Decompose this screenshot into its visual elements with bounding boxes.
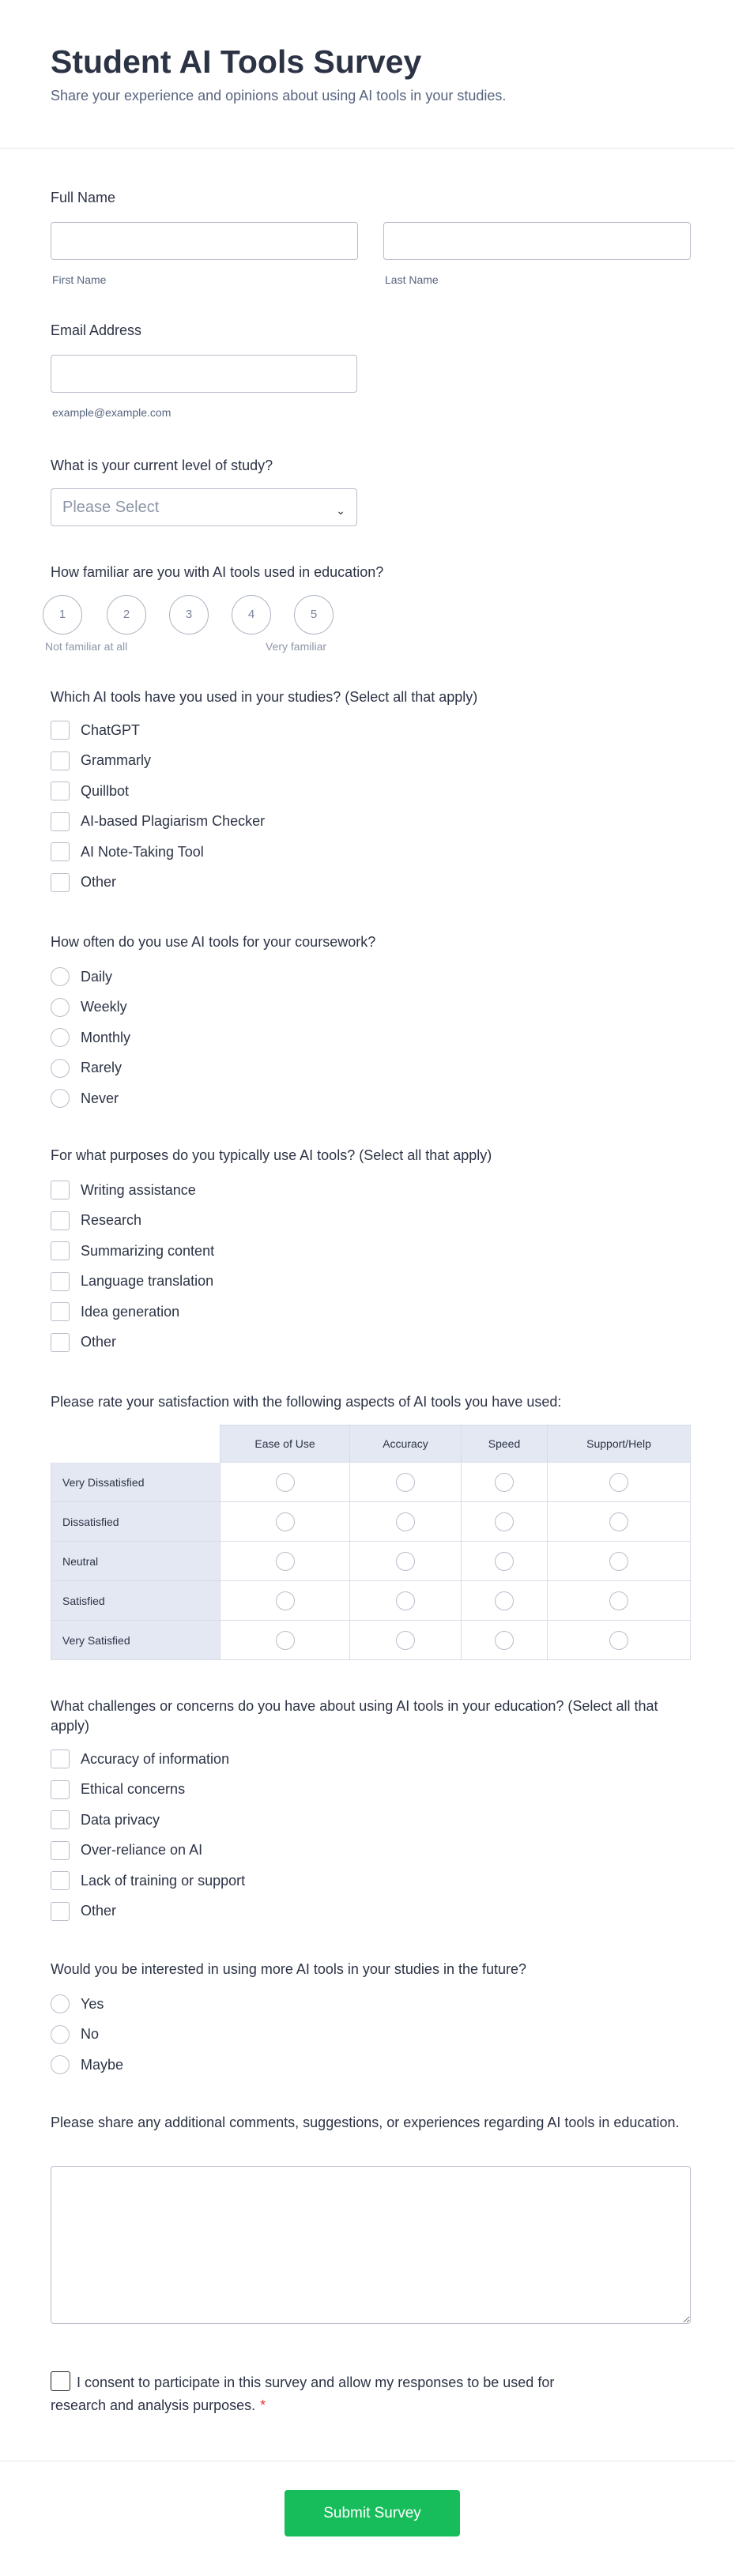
checkbox[interactable]	[51, 751, 70, 770]
matrix-row	[51, 1542, 691, 1581]
checkbox[interactable]	[51, 1841, 70, 1860]
matrix-radio[interactable]	[396, 1552, 415, 1571]
tools-option[interactable]	[51, 776, 265, 807]
purposes-options	[51, 1175, 214, 1358]
option-label: Summarizing content	[81, 1242, 215, 1259]
purposes-option[interactable]	[51, 1236, 214, 1267]
chevron-down-icon: ⌄	[336, 504, 345, 517]
option-label: Idea generation	[81, 1303, 180, 1320]
matrix-row-label: Very Satisfied	[51, 1621, 220, 1660]
option-label: No	[81, 2026, 100, 2043]
option-label: Ethical concerns	[81, 1781, 186, 1798]
option-label: Weekly	[81, 999, 127, 1015]
challenges-option[interactable]	[51, 1866, 245, 1896]
matrix-radio[interactable]	[495, 1512, 514, 1531]
comments-label: Please share any additional comments, suggestions, or experiences regarding AI tools in education.	[51, 2115, 680, 2130]
interest-option[interactable]	[51, 2020, 123, 2051]
first-name-sublabel: First Name	[52, 273, 107, 286]
level-select-placeholder: Please Select	[62, 499, 160, 516]
page-subtitle: Share your experience and opinions about using AI tools in your studies.	[51, 88, 507, 104]
last-name-sublabel: Last Name	[385, 273, 439, 286]
comments-textarea[interactable]	[51, 2166, 691, 2324]
required-mark: *	[260, 2397, 266, 2413]
checkbox[interactable]	[51, 873, 70, 892]
matrix-row-label: Very Dissatisfied	[51, 1463, 220, 1502]
challenges-option[interactable]	[51, 1805, 245, 1836]
purposes-option[interactable]	[51, 1175, 214, 1206]
tools-option[interactable]	[51, 868, 265, 898]
option-label: AI-based Plagiarism Checker	[81, 813, 266, 830]
option-label: Accuracy of information	[81, 1750, 230, 1767]
matrix-cell	[350, 1542, 462, 1581]
matrix-row-label: Neutral	[51, 1542, 220, 1581]
radio[interactable]	[51, 1089, 70, 1108]
checkbox[interactable]	[51, 1302, 70, 1321]
matrix-cell	[462, 1463, 548, 1502]
option-label: Other	[81, 1903, 117, 1919]
option-label: Never	[81, 1090, 119, 1106]
frequency-option[interactable]	[51, 1083, 130, 1114]
matrix-radio[interactable]	[396, 1631, 415, 1650]
frequency-option[interactable]	[51, 962, 130, 992]
tools-label: Which AI tools have you used in your studies? (Select all that apply)	[51, 689, 478, 705]
email-input[interactable]	[51, 355, 357, 393]
consent-checkbox[interactable]	[51, 2371, 70, 2391]
option-label: Daily	[81, 968, 113, 985]
rating-label: Please rate your satisfaction with the following aspects of AI tools you have used:	[51, 1394, 562, 1410]
submit-button[interactable]: Submit Survey	[285, 2490, 460, 2536]
scale-high-label: Very familiar	[266, 640, 327, 653]
purposes-option[interactable]	[51, 1328, 214, 1358]
radio[interactable]	[51, 1994, 70, 2013]
matrix-cell	[220, 1621, 350, 1660]
matrix-cell	[220, 1502, 350, 1542]
checkbox[interactable]	[51, 781, 70, 800]
email-label: Email Address	[51, 322, 142, 338]
interest-options	[51, 1989, 123, 2081]
challenges-label: What challenges or concerns do you have about using AI tools in your education? (Select all that apply)	[51, 1698, 658, 1734]
matrix-radio[interactable]	[609, 1512, 628, 1531]
option-label: Other	[81, 874, 117, 891]
matrix-row	[51, 1581, 691, 1621]
first-name-input[interactable]	[51, 222, 358, 260]
checkbox[interactable]	[51, 1902, 70, 1921]
matrix-row-label: Satisfied	[51, 1581, 220, 1621]
matrix-cell	[548, 1463, 691, 1502]
familiar-label: How familiar are you with AI tools used in education?	[51, 564, 384, 580]
option-label: Other	[81, 1334, 117, 1350]
matrix-radio[interactable]	[495, 1552, 514, 1571]
matrix-row	[51, 1463, 691, 1502]
option-label: ChatGPT	[81, 721, 141, 738]
purposes-option[interactable]	[51, 1267, 214, 1297]
matrix-cell	[350, 1502, 462, 1542]
challenges-option[interactable]	[51, 1836, 245, 1866]
rating-matrix	[51, 1425, 691, 1660]
challenges-option[interactable]	[51, 1775, 245, 1806]
matrix-column-header: Speed	[462, 1425, 548, 1463]
checkbox[interactable]	[51, 1749, 70, 1768]
purposes-option[interactable]	[51, 1297, 214, 1328]
frequency-option[interactable]	[51, 1053, 130, 1084]
radio[interactable]	[51, 1028, 70, 1047]
checkbox[interactable]	[51, 1780, 70, 1799]
challenges-option[interactable]	[51, 1744, 245, 1775]
option-label: Lack of training or support	[81, 1872, 246, 1889]
interest-label: Would you be interested in using more AI tools in your studies in the future?	[51, 1961, 527, 1977]
matrix-radio[interactable]	[396, 1512, 415, 1531]
matrix-row	[51, 1621, 691, 1660]
option-label: Research	[81, 1212, 142, 1229]
tools-options	[51, 715, 265, 898]
frequency-label: How often do you use AI tools for your coursework?	[51, 934, 376, 950]
matrix-cell	[462, 1621, 548, 1660]
matrix-cell	[548, 1581, 691, 1621]
matrix-row	[51, 1502, 691, 1542]
matrix-cell	[350, 1581, 462, 1621]
frequency-option[interactable]	[51, 992, 130, 1023]
matrix-cell	[462, 1502, 548, 1542]
option-label: Monthly	[81, 1029, 131, 1045]
interest-option[interactable]	[51, 2050, 123, 2081]
scale-low-label: Not familiar at all	[45, 640, 128, 653]
matrix-radio[interactable]	[396, 1591, 415, 1610]
checkbox[interactable]	[51, 812, 70, 831]
tools-option[interactable]	[51, 837, 265, 868]
matrix-cell	[220, 1581, 350, 1621]
matrix-row-label: Dissatisfied	[51, 1502, 220, 1542]
option-label: Rarely	[81, 1060, 122, 1076]
matrix-cell	[462, 1542, 548, 1581]
checkbox[interactable]	[51, 842, 70, 861]
option-label: Grammarly	[81, 752, 151, 769]
last-name-input[interactable]	[383, 222, 691, 260]
scale-option-3[interactable]: 3	[169, 595, 209, 635]
option-label: Quillbot	[81, 782, 130, 799]
matrix-radio[interactable]	[609, 1473, 628, 1492]
header-divider	[0, 148, 735, 149]
option-label: Language translation	[81, 1273, 214, 1290]
consent-field[interactable]	[51, 2371, 604, 2417]
checkbox[interactable]	[51, 1211, 70, 1230]
matrix-cell	[350, 1463, 462, 1502]
matrix-radio[interactable]	[495, 1473, 514, 1492]
matrix-cell	[462, 1581, 548, 1621]
purposes-option[interactable]	[51, 1206, 214, 1237]
option-label: Over-reliance on AI	[81, 1842, 203, 1859]
checkbox[interactable]	[51, 1272, 70, 1291]
radio[interactable]	[51, 998, 70, 1017]
tools-option[interactable]	[51, 746, 265, 777]
scale-option-4[interactable]: 4	[232, 595, 271, 635]
matrix-radio[interactable]	[609, 1591, 628, 1610]
radio[interactable]	[51, 2025, 70, 2044]
radio[interactable]	[51, 967, 70, 986]
email-helper: example@example.com	[52, 406, 172, 419]
option-label: Maybe	[81, 2056, 124, 2073]
scale-option-2[interactable]: 2	[107, 595, 146, 635]
consent-label: I consent to participate in this survey and allow my responses to be used for research and analysis purposes.	[51, 2375, 555, 2413]
matrix-radio[interactable]	[396, 1473, 415, 1492]
checkbox[interactable]	[51, 721, 70, 740]
scale-option-1[interactable]: 1	[43, 595, 82, 635]
matrix-column-header: Support/Help	[548, 1425, 691, 1463]
matrix-cell	[548, 1502, 691, 1542]
matrix-cell	[350, 1621, 462, 1660]
matrix-radio[interactable]	[276, 1512, 295, 1531]
tools-option[interactable]	[51, 715, 265, 746]
matrix-radio[interactable]	[609, 1552, 628, 1571]
checkbox[interactable]	[51, 1181, 70, 1199]
scale-option-5[interactable]: 5	[294, 595, 334, 635]
option-label: Writing assistance	[81, 1181, 196, 1198]
matrix-corner	[51, 1425, 220, 1463]
tools-option[interactable]	[51, 807, 265, 838]
challenges-option[interactable]	[51, 1896, 245, 1927]
matrix-radio[interactable]	[495, 1591, 514, 1610]
matrix-cell	[220, 1463, 350, 1502]
interest-option[interactable]	[51, 1989, 123, 2020]
frequency-option[interactable]	[51, 1022, 130, 1053]
radio[interactable]	[51, 1059, 70, 1078]
matrix-column-header: Ease of Use	[220, 1425, 350, 1463]
matrix-radio[interactable]	[495, 1631, 514, 1650]
matrix-cell	[220, 1542, 350, 1581]
radio[interactable]	[51, 2055, 70, 2074]
option-label: Data privacy	[81, 1811, 160, 1828]
matrix-radio[interactable]	[276, 1473, 295, 1492]
matrix-cell	[548, 1542, 691, 1581]
checkbox[interactable]	[51, 1333, 70, 1352]
level-label: What is your current level of study?	[51, 458, 273, 473]
challenges-options	[51, 1744, 245, 1926]
matrix-column-header: Accuracy	[350, 1425, 462, 1463]
matrix-radio[interactable]	[609, 1631, 628, 1650]
checkbox[interactable]	[51, 1241, 70, 1260]
checkbox[interactable]	[51, 1810, 70, 1829]
matrix-cell	[548, 1621, 691, 1660]
purposes-label: For what purposes do you typically use AI tools? (Select all that apply)	[51, 1147, 492, 1163]
frequency-options	[51, 962, 130, 1114]
matrix-radio[interactable]	[276, 1591, 295, 1610]
page-title: Student AI Tools Survey	[51, 43, 422, 80]
checkbox[interactable]	[51, 1871, 70, 1890]
matrix-radio[interactable]	[276, 1552, 295, 1571]
full-name-label: Full Name	[51, 190, 116, 205]
option-label: Yes	[81, 1995, 104, 2012]
option-label: AI Note-Taking Tool	[81, 843, 204, 860]
matrix-radio[interactable]	[276, 1631, 295, 1650]
level-select[interactable]	[51, 488, 357, 526]
